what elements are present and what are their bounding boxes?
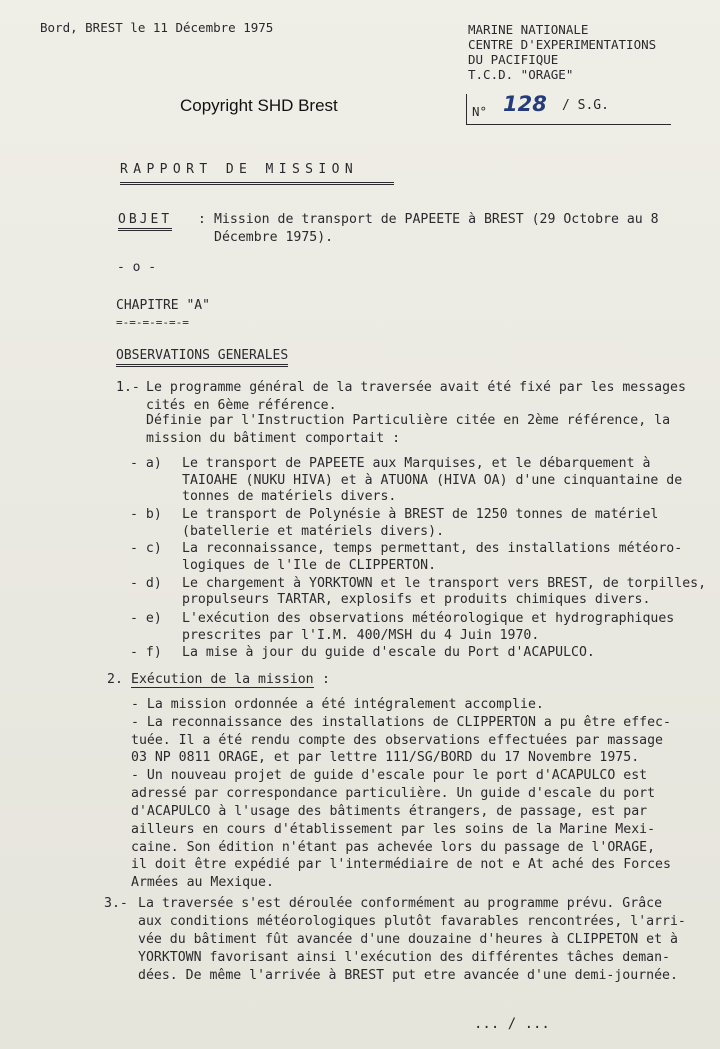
- issuer-line: CENTRE D'EXPERIMENTATIONS: [468, 37, 657, 52]
- issuer-line: DU PACIFIQUE: [468, 52, 559, 67]
- list-item-line: Le transport de Polynésie à BREST de 1250 tonnes de matériel: [182, 507, 659, 522]
- report-title: RAPPORT DE MISSION: [120, 162, 359, 177]
- objet-line: Mission de transport de PAPEETE à BREST (29 Octobre au 8: [214, 212, 659, 227]
- list-item-line: Le transport de PAPEETE aux Marquises, et le débarquement à: [182, 456, 651, 471]
- list-item-line: propulseurs TARTAR, explosifs et produits chimiques divers.: [182, 592, 651, 607]
- paragraph-line: Armées au Mexique.: [131, 875, 274, 890]
- paragraph-line: - La reconnaissance des installations de CLIPPERTON a pu être effec-: [131, 715, 671, 730]
- list-item-label: - c): [130, 541, 162, 556]
- list-item-line: La mise à jour du guide d'escale du Port d'ACAPULCO.: [182, 645, 595, 660]
- paragraph-heading: [131, 672, 314, 687]
- paragraph-line: adressé par correspondance particulière. Un guide d'escale du port: [131, 786, 656, 801]
- paragraph-line: cités en 6ème référence.: [146, 398, 337, 413]
- objet-label-text: OBJET: [118, 212, 172, 231]
- paragraph-line: Définie par l'Instruction Particulière citée en 2ème référence, la: [146, 413, 671, 428]
- paragraph-line: - La mission ordonnée a été intégralement accomplie.: [131, 697, 544, 712]
- paragraph-heading-colon: :: [322, 672, 330, 687]
- paragraph-line: ailleurs en cours d'établissement par les soins de la Marine Mexi-: [131, 822, 656, 837]
- list-item-line: La reconnaissance, temps permettant, des installations météoro-: [182, 541, 683, 556]
- issuer-line: T.C.D. "ORAGE": [468, 67, 574, 82]
- objet-label: [118, 212, 172, 227]
- paragraph-line: d'ACAPULCO à l'usage des bâtiments étrangers, de passage, est par: [131, 804, 648, 819]
- list-item-line: tonnes de matériels divers.: [182, 489, 397, 504]
- paragraph-line: vée du bâtiment fût avancée d'une douzaine d'heures à CLIPPETON et à: [138, 932, 678, 947]
- paragraph-line: Le programme général de la traversée avait été fixé par les messages: [146, 380, 686, 395]
- paragraph-number: 1.-: [116, 380, 140, 395]
- place-date: Bord, BREST le 11 Décembre 1975: [40, 20, 274, 35]
- paragraph-heading-text: Exécution de la mission: [131, 672, 314, 687]
- paragraph-number: 3.-: [104, 896, 128, 911]
- list-item-line: L'exécution des observations météorologique et hydrographiques: [182, 611, 675, 626]
- objet-line: Décembre 1975).: [214, 230, 334, 245]
- paragraph-line: dées. De même l'arrivée à BREST put etre avancée d'une demi-journée.: [138, 968, 678, 983]
- list-item-label: - f): [130, 645, 162, 660]
- paragraph-line: aux conditions météorologiques plutôt favarables rencontrées, l'arri-: [138, 914, 686, 929]
- copyright-watermark: Copyright SHD Brest: [180, 96, 338, 115]
- paragraph-number: 2.: [107, 672, 123, 687]
- list-item-label: - a): [130, 456, 162, 471]
- list-item-line: Le chargement à YORKTOWN et le transport vers BREST, de torpilles,: [182, 576, 707, 591]
- issuer-block: [468, 22, 656, 82]
- list-item-label: - b): [130, 507, 162, 522]
- reference-prefix: N°: [472, 104, 488, 119]
- paragraph-line: 03 NP 0811 ORAGE, et par lettre 111/SG/BORD du 17 Novembre 1975.: [131, 750, 640, 765]
- continuation-mark: ... / ...: [474, 1016, 550, 1032]
- section-heading-text: OBSERVATIONS GENERALES: [116, 348, 288, 367]
- chapter-heading: CHAPITRE "A": [116, 298, 210, 313]
- paragraph-line: tuée. Il a été rendu compte des observations effectuées par massage: [131, 733, 663, 748]
- paragraph-line: il doit être expédié par l'intermédiaire de not e At aché des Forces: [131, 857, 671, 872]
- list-item-label: - e): [130, 611, 162, 626]
- chapter-underline: =-=-=-=-=-=: [116, 316, 189, 329]
- list-item-line: prescrites par l'I.M. 400/MSH du 4 Juin 1970.: [182, 628, 540, 643]
- paragraph-line: La traversée s'est déroulée conformément au programme prévu. Grâce: [138, 896, 663, 911]
- paragraph-line: - Un nouveau projet de guide d'escale pour le port d'ACAPULCO est: [131, 768, 648, 783]
- objet-colon: :: [198, 212, 206, 227]
- handwritten-reference-number: 128: [503, 92, 547, 116]
- section-heading: [116, 348, 288, 363]
- separator: - o -: [117, 260, 157, 275]
- paragraph-line: mission du bâtiment comportait :: [146, 431, 401, 446]
- list-item-label: - d): [130, 576, 162, 591]
- paragraph-line: YORKTOWN favorisant ainsi l'exécution des différentes tâches deman-: [138, 950, 670, 965]
- reference-suffix: / S.G.: [562, 98, 609, 113]
- issuer-line: MARINE NATIONALE: [468, 22, 589, 37]
- list-item-line: TAIOAHE (NUKU HIVA) et à ATUONA (HIVA OA) d'une cinquantaine de: [182, 473, 683, 488]
- title-underline: [120, 182, 394, 187]
- list-item-line: (batellerie et matériels divers).: [182, 524, 445, 539]
- list-item-line: logiques de l'Ile de CLIPPERTON.: [182, 558, 437, 573]
- paragraph-line: caine. Son édition n'étant pas achevée lors du passage de l'ORAGE,: [131, 840, 656, 855]
